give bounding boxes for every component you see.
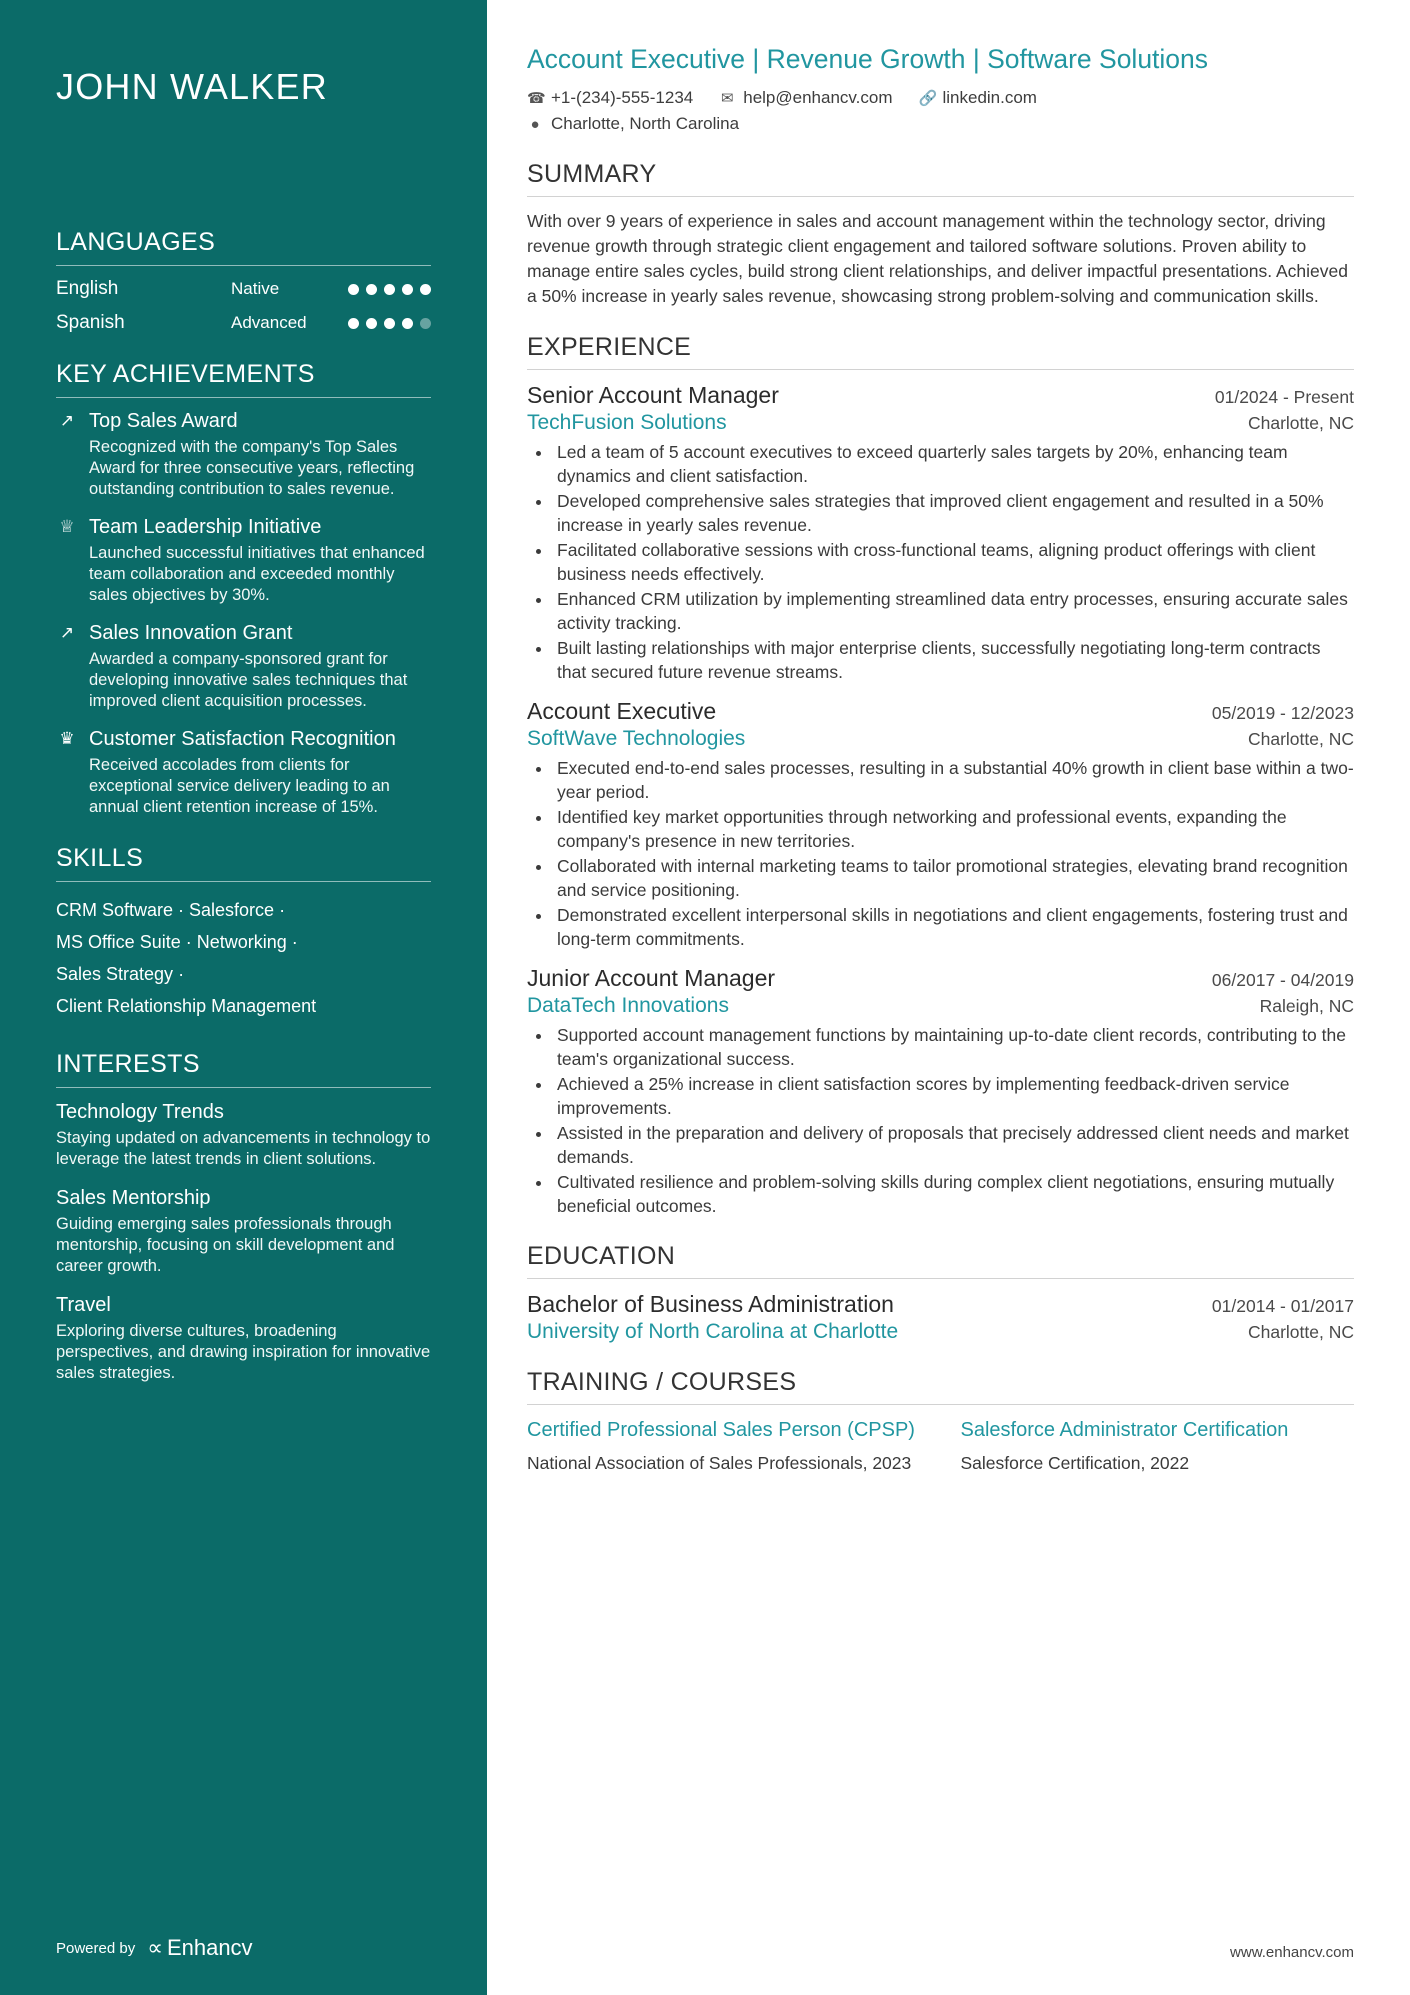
contact-linkedin[interactable] (918, 88, 1037, 108)
achievement-title: Sales Innovation Grant (89, 622, 293, 644)
language-level: Advanced (231, 313, 307, 332)
contact-phone-value: +1-(234)-555-1234 (551, 88, 694, 107)
rocket-icon: ↗ (59, 411, 75, 430)
contact-list (527, 88, 1354, 134)
language-row (56, 278, 431, 300)
experience-item (527, 698, 1354, 951)
training-list (527, 1417, 1354, 1475)
job-bullet: • Demonstrated excellent interpersonal skills in negotiations and client engagements, fostering trust and long-term commitments. (553, 904, 1354, 951)
interest-description: Guiding emerging sales professionals through mentorship, focusing on skill development and career growth. (56, 1215, 395, 1275)
skill-line: Client Relationship Management (56, 996, 317, 1016)
interest-item (56, 1184, 431, 1277)
job-title: Senior Account Manager (527, 382, 779, 408)
interest-title: Sales Mentorship (56, 1187, 211, 1209)
interest-title: Technology Trends (56, 1101, 224, 1123)
achievement-description: Recognized with the company's Top Sales Award for three consecutive years, reflecting outstanding contribution to sales revenue. (89, 438, 415, 498)
job-bullet: • Facilitated collaborative sessions with cross-functional teams, aligning product offerings with client business needs effectively. (553, 539, 1354, 586)
language-row (56, 312, 431, 334)
rating-dot (348, 318, 359, 329)
job-bullet: • Cultivated resilience and problem-solving skills during complex client negotiations, ensuring mutually beneficial outcomes. (553, 1171, 1354, 1218)
language-level: Native (231, 279, 280, 298)
enhancv-logo (147, 1935, 252, 1961)
achievement-item (56, 726, 431, 818)
achievement-description: Awarded a company-sponsored grant for developing innovative sales techniques that improved client acquisition processes. (89, 650, 408, 710)
contact-linkedin-value: linkedin.com (942, 88, 1037, 107)
interest-item (56, 1291, 431, 1384)
phone-icon: ☎ (527, 90, 546, 107)
rating-dot (420, 284, 431, 295)
degree-date: 01/2014 - 01/2017 (1211, 1296, 1354, 1316)
contact-location-value: Charlotte, North Carolina (551, 114, 740, 133)
skill-line: Sales Strategy · (56, 964, 185, 984)
job-company: DataTech Innovations (527, 994, 729, 1017)
rating-dot (402, 284, 413, 295)
language-name: Spanish (56, 312, 125, 333)
languages-title: LANGUAGES (56, 228, 431, 266)
training-item (527, 1417, 921, 1475)
job-bullet: • Collaborated with internal marketing teams to tailor promotional strategies, elevating brand recognition and service positioning. (553, 855, 1354, 902)
experience-title: EXPERIENCE (527, 333, 1354, 370)
job-bullet: • Assisted in the preparation and delivery of proposals that precisely addressed client needs and market demands. (553, 1122, 1354, 1169)
education-title: EDUCATION (527, 1242, 1354, 1279)
job-title: Account Executive (527, 698, 717, 724)
rating-dot (366, 284, 377, 295)
training-item-title: Salesforce Administrator Certification (960, 1419, 1289, 1441)
degree-title: Bachelor of Business Administration (527, 1291, 894, 1317)
candidate-name: JOHN WALKER (56, 66, 328, 107)
school-name: University of North Carolina at Charlotte (527, 1320, 899, 1343)
achievement-title: Top Sales Award (89, 410, 238, 432)
job-bullet: • Developed comprehensive sales strategies that improved client engagement and resulted in a 50% increase in yearly sales revenue. (553, 490, 1354, 537)
interests-section (56, 1050, 431, 1384)
job-bullet: • Achieved a 25% increase in client satisfaction scores by implementing feedback-driven service improvements. (553, 1073, 1354, 1120)
job-bullet: • Identified key market opportunities through networking and professional events, expanding the company's presence in new territories. (553, 806, 1354, 853)
school-location: Charlotte, NC (1247, 1322, 1354, 1342)
powered-by-label: Powered by (56, 1939, 136, 1957)
skills-section (56, 844, 431, 1022)
interest-description: Staying updated on advancements in technology to leverage the latest trends in client solutions. (56, 1129, 431, 1168)
powered-by-footer (56, 1935, 253, 1961)
job-bullets (553, 757, 1354, 951)
job-location: Charlotte, NC (1247, 413, 1354, 433)
job-date: 01/2024 - Present (1214, 387, 1354, 407)
job-bullet: • Built lasting relationships with major enterprise clients, successfully negotiating long-term contracts that secured future revenue streams. (553, 637, 1354, 684)
education-item (527, 1291, 1354, 1344)
rating-dot (384, 318, 395, 329)
footer-website: www.enhancv.com (1230, 1944, 1354, 1961)
rating-dot-empty (420, 318, 431, 329)
job-location: Charlotte, NC (1247, 729, 1354, 749)
achievement-item (56, 408, 431, 500)
training-item-title: Certified Professional Sales Person (CPSP) (527, 1419, 915, 1441)
rocket-icon: ↗ (59, 623, 75, 642)
training-item-org: Salesforce Certification, 2022 (960, 1453, 1190, 1473)
job-bullet: • Enhanced CRM utilization by implementing streamlined data entry processes, ensuring accurate sales activity tracking. (553, 588, 1354, 635)
key-achievements-section (56, 360, 431, 818)
job-bullet: • Executed end-to-end sales processes, resulting in a substantial 40% growth in client base within a two-year period. (553, 757, 1354, 804)
job-bullet: • Supported account management functions by maintaining up-to-date client records, contributing to the team's organizational success. (553, 1024, 1354, 1071)
job-date: 05/2019 - 12/2023 (1211, 703, 1354, 723)
headline: Account Executive | Revenue Growth | Software Solutions (527, 44, 1209, 74)
key-achievements-title: KEY ACHIEVEMENTS (56, 360, 431, 398)
skill-line: MS Office Suite · Networking · (56, 932, 298, 952)
achievement-title: Team Leadership Initiative (89, 516, 322, 538)
rating-dot (384, 284, 395, 295)
job-company: TechFusion Solutions (527, 411, 727, 434)
languages-section (56, 228, 431, 334)
rating-dot (366, 318, 377, 329)
achievement-description: Received accolades from clients for exceptional service delivery leading to an annual client retention increase of 15%. (89, 756, 390, 816)
job-location: Raleigh, NC (1259, 996, 1354, 1016)
contact-email[interactable] (719, 88, 892, 108)
job-title: Junior Account Manager (527, 965, 776, 991)
sidebar (0, 0, 487, 1995)
skill-line: CRM Software · Salesforce · (56, 900, 286, 920)
skills-title: SKILLS (56, 844, 431, 882)
medal-icon: ♕ (59, 517, 75, 536)
contact-phone (527, 88, 693, 108)
language-rating (348, 318, 431, 329)
job-company: SoftWave Technologies (527, 727, 746, 750)
interest-title: Travel (56, 1294, 111, 1316)
experience-item (527, 965, 1354, 1218)
enhancv-wordmark: Enhancv (166, 1935, 253, 1960)
training-title: TRAINING / COURSES (527, 1368, 1354, 1405)
job-bullet: • Led a team of 5 account executives to exceed quarterly sales targets by 20%, enhancing team dynamics and client satisfaction. (553, 441, 1354, 488)
experience-item (527, 382, 1354, 684)
achievement-item (56, 620, 431, 712)
achievement-description: Launched successful initiatives that enhanced team collaboration and exceeded monthly sales objectives by 30%. (89, 544, 425, 604)
job-date: 06/2017 - 04/2019 (1211, 970, 1354, 990)
enhancv-mark-icon: ∝ (147, 1935, 160, 1960)
trophy-icon: ♛ (59, 729, 75, 748)
contact-location (527, 114, 1354, 134)
link-icon: 🔗 (918, 90, 938, 107)
rating-dot (348, 284, 359, 295)
summary-text: With over 9 years of experience in sales and account management within the technology sector, driving revenue growth through strategic client engagement and tailored software solutions. Proven ability to manage entire sales cycles, build strong client relationships, and deliver impactful presentations. Achieved a 50% increase in yearly sales revenue, showcasing strong problem-solving and communication skills. (527, 211, 1349, 306)
training-item (961, 1417, 1355, 1475)
language-name: English (56, 278, 119, 299)
email-icon: ✉ (720, 90, 734, 107)
location-icon: ● (530, 115, 540, 133)
rating-dot (402, 318, 413, 329)
achievement-item (56, 514, 431, 606)
training-item-org: National Association of Sales Professionals, 2023 (527, 1453, 912, 1473)
summary-title: SUMMARY (527, 160, 1354, 197)
interests-title: INTERESTS (56, 1050, 431, 1088)
interest-description: Exploring diverse cultures, broadening perspectives, and drawing inspiration for innovative sales strategies. (56, 1322, 431, 1382)
job-bullets (553, 441, 1354, 684)
interest-item (56, 1098, 431, 1170)
achievement-title: Customer Satisfaction Recognition (89, 728, 396, 750)
job-bullets (553, 1024, 1354, 1218)
contact-email-value: help@enhancv.com (743, 88, 893, 107)
language-rating (348, 284, 431, 295)
main-content (487, 0, 1410, 1995)
